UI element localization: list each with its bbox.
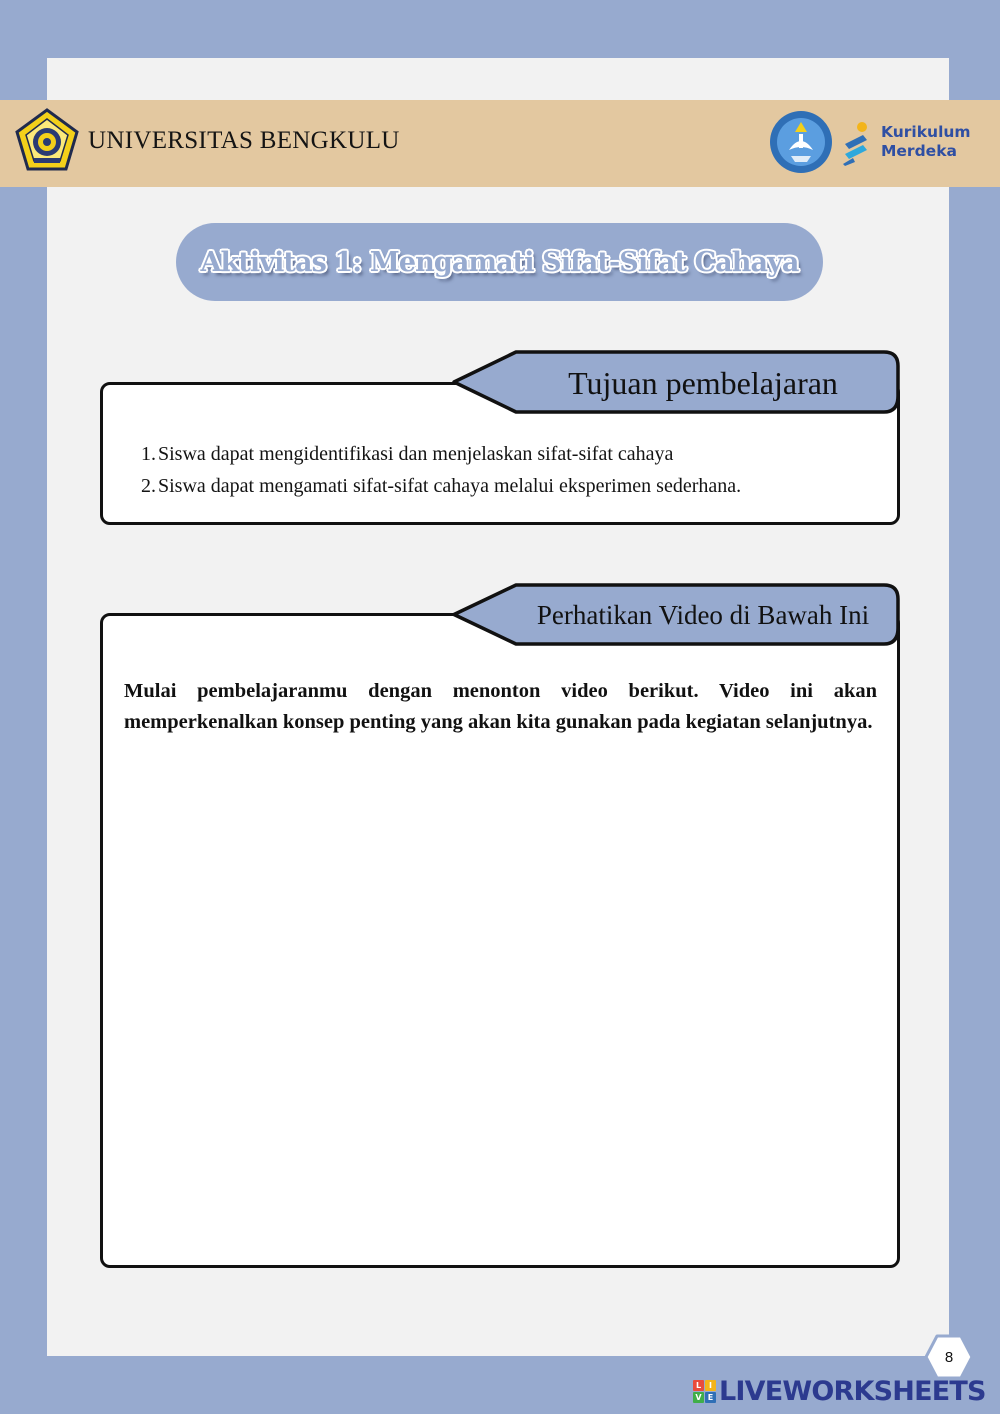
university-name: UNIVERSITAS BENGKULU: [88, 127, 400, 154]
learning-goals-list: [135, 438, 741, 502]
brand-letter: V: [693, 1392, 704, 1403]
merdeka-word: Merdeka: [881, 142, 957, 160]
brand-letter: E: [705, 1392, 716, 1403]
liveworksheets-wordmark: LIVEWORKSHEETS: [719, 1376, 986, 1407]
kurikulum-merdeka-mark-icon: [841, 120, 873, 166]
list-item-text: Siswa dapat mengamati sifat-sifat cahaya melalui eksperimen sederhana.: [158, 474, 742, 497]
liveworksheets-mark-icon: [693, 1380, 716, 1403]
liveworksheets-logo[interactable]: [693, 1376, 986, 1407]
list-item-number: 1.: [141, 442, 156, 465]
list-item: [135, 470, 741, 502]
list-item-number: 2.: [141, 474, 156, 497]
kurikulum-merdeka-logo: [881, 123, 971, 161]
list-item-text: Siswa dapat mengidentifikasi dan menjelaskan sifat-sifat cahaya: [158, 442, 674, 465]
learning-goals-tab: [452, 350, 900, 414]
brand-letter: I: [705, 1380, 716, 1391]
video-intro-text: Mulai pembelajaranmu dengan menonton video berikut. Video ini akan memperkenalkan konsep penting yang akan kita gunakan pada kegiatan selanjutnya.: [124, 680, 877, 733]
university-emblem-icon: [14, 108, 80, 174]
list-item: [135, 438, 741, 470]
brand-letter: L: [693, 1380, 704, 1391]
activity-title-banner: [176, 223, 823, 301]
video-section-tab: [452, 583, 900, 646]
learning-goals-heading: Tujuan pembelajaran: [568, 364, 838, 401]
activity-title: Aktivitas 1: Mengamati Sifat-Sifat Cahaya: [200, 246, 799, 278]
kurikulum-word: Kurikulum: [881, 123, 971, 141]
page-number: 8: [944, 1348, 954, 1366]
video-section-heading: Perhatikan Video di Bawah Ini: [536, 600, 870, 630]
tut-wuri-handayani-emblem-icon: [769, 110, 833, 174]
